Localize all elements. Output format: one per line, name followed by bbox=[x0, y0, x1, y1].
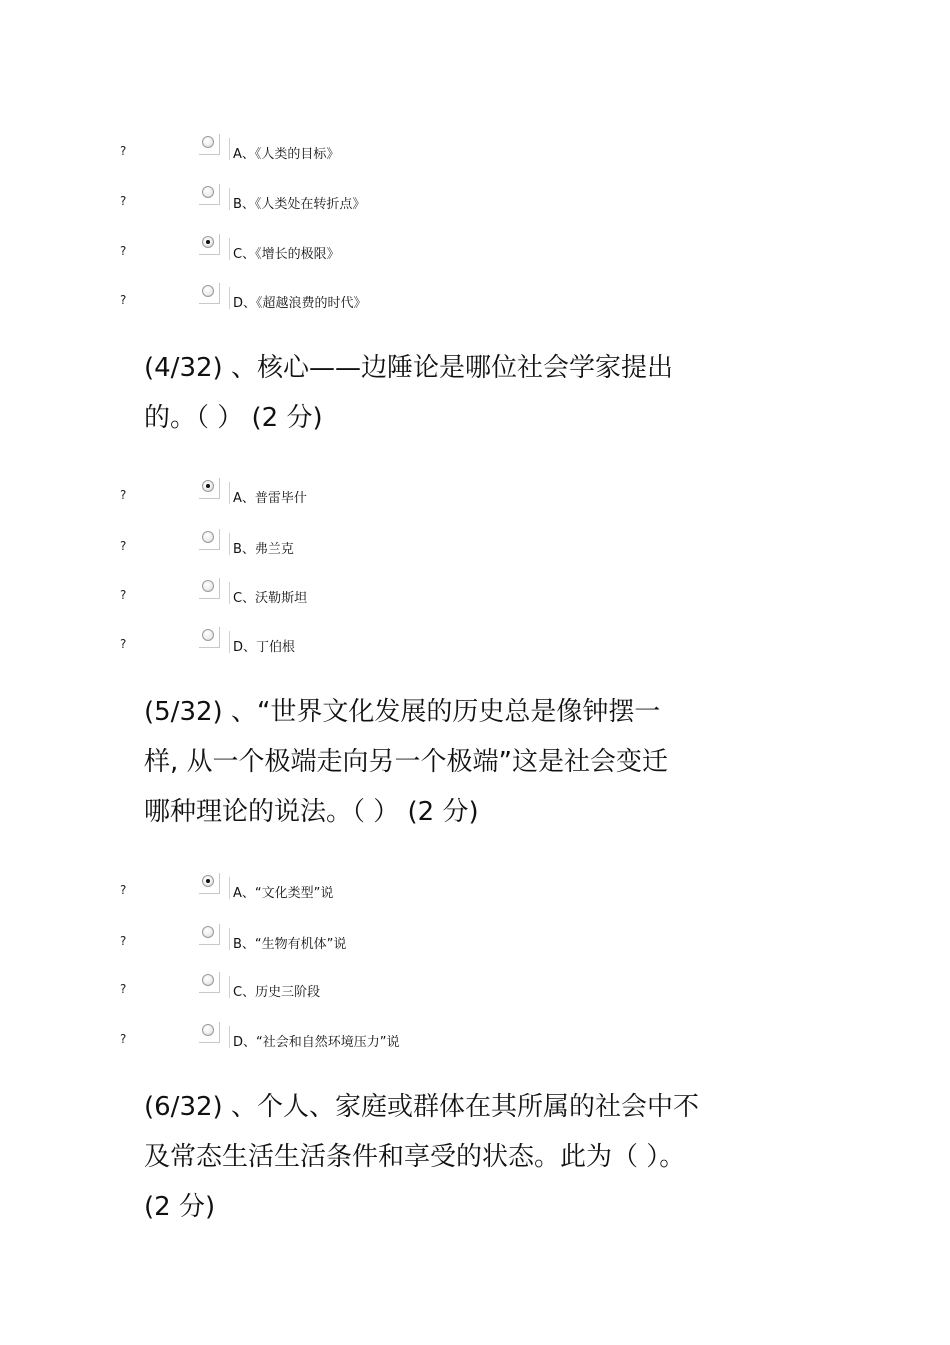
radio-icon[interactable] bbox=[202, 580, 214, 592]
radio-button[interactable] bbox=[199, 972, 231, 1000]
radio-icon[interactable] bbox=[202, 1024, 214, 1036]
question-line: 及常态生活生活条件和享受的状态。此为（ ）。 bbox=[144, 1142, 686, 1172]
option-row[interactable] bbox=[0, 1028, 950, 1058]
question-4-text bbox=[144, 343, 844, 443]
radio-icon[interactable] bbox=[202, 186, 214, 198]
question-line: 哪种理论的说法。（ ） (2 分) bbox=[144, 797, 479, 827]
option-label: D、《超越浪费的时代》 bbox=[233, 296, 367, 311]
bullet-marker: ? bbox=[120, 883, 127, 897]
bullet-marker: ? bbox=[120, 1032, 127, 1046]
radio-icon-checked[interactable] bbox=[202, 236, 214, 248]
radio-icon[interactable] bbox=[202, 926, 214, 938]
radio-icon-checked[interactable] bbox=[202, 875, 214, 887]
option-label: B、“生物有机体”说 bbox=[233, 937, 347, 952]
radio-button[interactable] bbox=[199, 578, 231, 606]
bullet-marker: ? bbox=[120, 244, 127, 258]
question-line: (6/32) 、个人、家庭或群体在其所属的社会中不 bbox=[144, 1092, 699, 1122]
option-row[interactable] bbox=[0, 633, 950, 663]
bullet-marker: ? bbox=[120, 539, 127, 553]
option-label: C、历史三阶段 bbox=[233, 985, 321, 1000]
radio-icon[interactable] bbox=[202, 285, 214, 297]
option-row[interactable] bbox=[0, 535, 950, 565]
radio-icon-checked[interactable] bbox=[202, 480, 214, 492]
option-row[interactable] bbox=[0, 879, 950, 909]
question-line: (4/32) 、核心——边陲论是哪位社会学家提出 bbox=[144, 353, 673, 383]
radio-button[interactable] bbox=[199, 234, 231, 262]
bullet-marker: ? bbox=[120, 488, 127, 502]
radio-button[interactable] bbox=[199, 627, 231, 655]
option-label: A、“文化类型”说 bbox=[233, 886, 334, 901]
option-row[interactable] bbox=[0, 140, 950, 170]
radio-button[interactable] bbox=[199, 529, 231, 557]
option-row[interactable] bbox=[0, 484, 950, 514]
option-label: C、《增长的极限》 bbox=[233, 247, 340, 262]
radio-button[interactable] bbox=[199, 873, 231, 901]
radio-icon[interactable] bbox=[202, 629, 214, 641]
bullet-marker: ? bbox=[120, 293, 127, 307]
radio-icon[interactable] bbox=[202, 974, 214, 986]
option-row[interactable] bbox=[0, 930, 950, 960]
radio-button[interactable] bbox=[199, 283, 231, 311]
option-label: B、弗兰克 bbox=[233, 542, 294, 557]
question-6-text bbox=[144, 1082, 844, 1232]
bullet-marker: ? bbox=[120, 637, 127, 651]
option-label: D、丁伯根 bbox=[233, 640, 296, 655]
radio-button[interactable] bbox=[199, 478, 231, 506]
radio-button[interactable] bbox=[199, 134, 231, 162]
option-label: B、《人类处在转折点》 bbox=[233, 197, 366, 212]
question-line: (5/32) 、“世界文化发展的历史总是像钟摆一 bbox=[144, 697, 661, 727]
option-row[interactable] bbox=[0, 240, 950, 270]
bullet-marker: ? bbox=[120, 982, 127, 996]
option-row[interactable] bbox=[0, 190, 950, 220]
bullet-marker: ? bbox=[120, 588, 127, 602]
bullet-marker: ? bbox=[120, 934, 127, 948]
option-label: D、“社会和自然环境压力”说 bbox=[233, 1035, 400, 1050]
option-row[interactable] bbox=[0, 584, 950, 614]
option-row[interactable] bbox=[0, 978, 950, 1008]
radio-button[interactable] bbox=[199, 184, 231, 212]
question-line: (2 分) bbox=[144, 1192, 216, 1222]
radio-icon[interactable] bbox=[202, 136, 214, 148]
option-row[interactable] bbox=[0, 289, 950, 319]
question-line: 的。（ ） (2 分) bbox=[144, 403, 323, 433]
radio-button[interactable] bbox=[199, 924, 231, 952]
bullet-marker: ? bbox=[120, 194, 127, 208]
bullet-marker: ? bbox=[120, 144, 127, 158]
radio-icon[interactable] bbox=[202, 531, 214, 543]
question-line: 样, 从一个极端走向另一个极端”这是社会变迁 bbox=[144, 747, 668, 777]
option-label: A、《人类的目标》 bbox=[233, 147, 340, 162]
option-label: A、普雷毕什 bbox=[233, 491, 307, 506]
question-5-text bbox=[144, 687, 844, 837]
option-label: C、沃勒斯坦 bbox=[233, 591, 308, 606]
radio-button[interactable] bbox=[199, 1022, 231, 1050]
